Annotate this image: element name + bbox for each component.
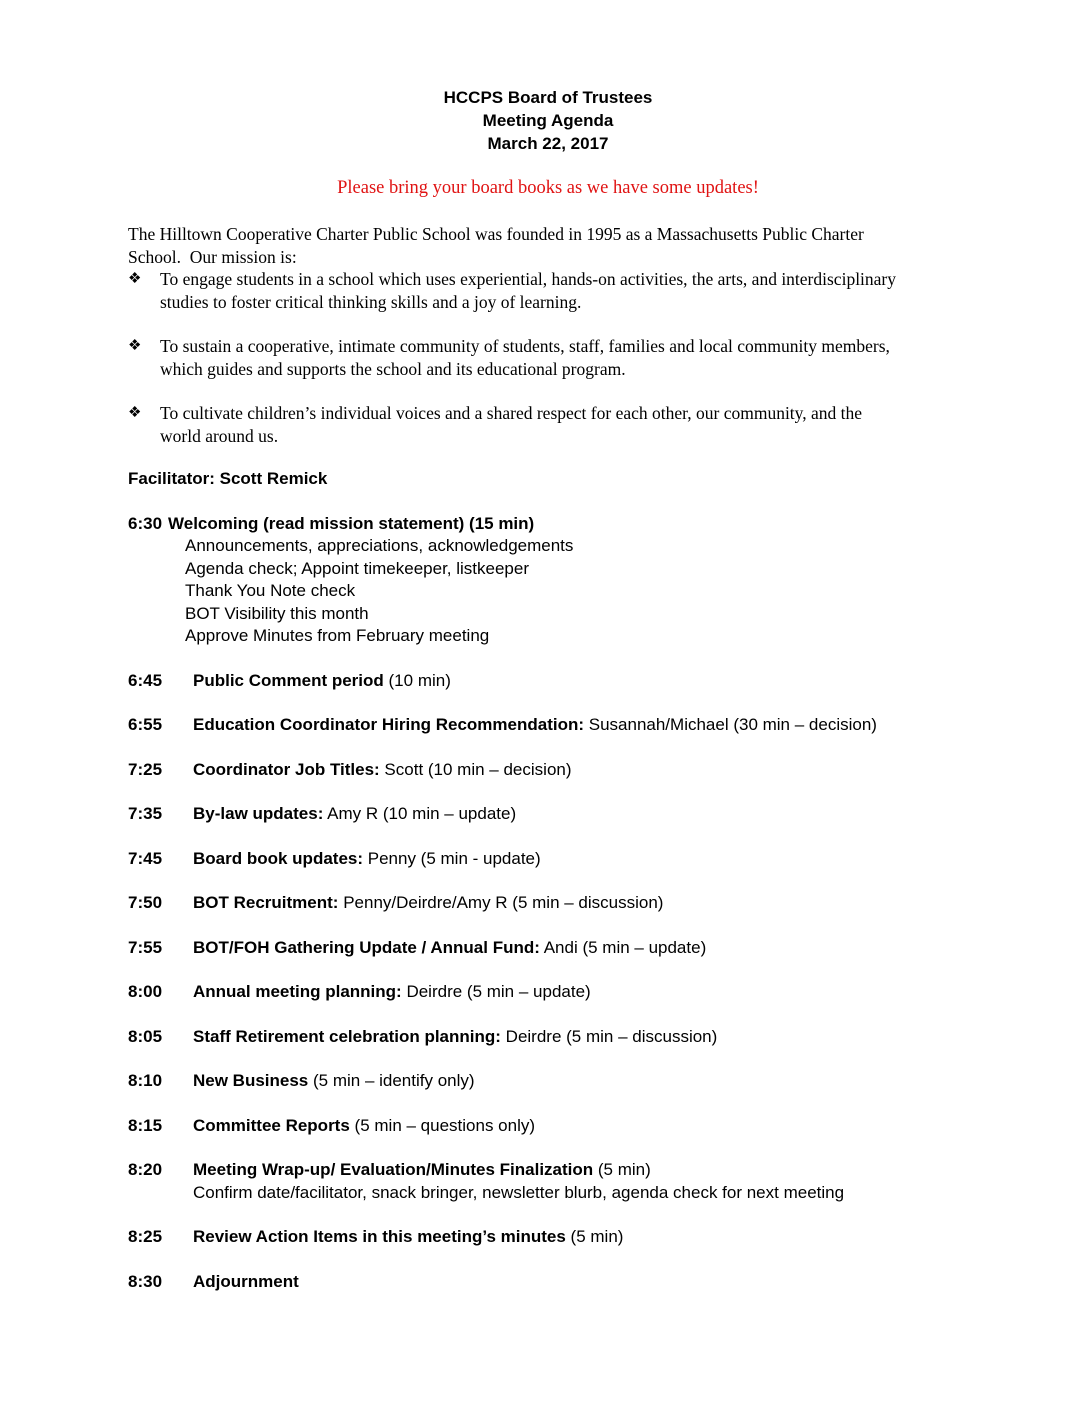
agenda-sub-list	[185, 535, 968, 648]
agenda-time: 8:20	[128, 1160, 163, 1179]
agenda-time: 8:05	[128, 1026, 163, 1046]
agenda-list	[128, 513, 968, 1294]
mission-bullet	[128, 268, 968, 313]
agenda-detail: (5 min)	[593, 1160, 651, 1179]
agenda-time: 6:55	[128, 715, 163, 734]
agenda-time: 7:25	[128, 759, 163, 779]
agenda-time: 8:25	[128, 1227, 163, 1246]
agenda-time: 8:00	[128, 982, 163, 1001]
agenda-item	[128, 803, 968, 826]
agenda-item	[128, 513, 968, 536]
agenda-time: 7:35	[128, 804, 163, 823]
agenda-title: Adjournment	[193, 1271, 299, 1291]
agenda-sub-item: BOT Visibility this month	[185, 603, 369, 623]
agenda-title: Meeting Wrap-up/ Evaluation/Minutes Finalization	[193, 1160, 594, 1179]
agenda-sub-item: Agenda check; Appoint timekeeper, listkeeper	[185, 558, 529, 578]
agenda-item	[128, 981, 968, 1004]
diamond-bullet-icon: ❖	[128, 338, 142, 354]
agenda-title: Staff Retirement celebration planning:	[193, 1026, 501, 1046]
intro-paragraph-line: The Hilltown Cooperative Charter Public School was founded in 1995 as a Massachusetts Public Charter	[128, 224, 864, 244]
agenda-item	[128, 937, 968, 960]
document-header	[128, 86, 968, 155]
agenda-title: Coordinator Job Titles:	[193, 759, 380, 779]
agenda-title: New Business	[193, 1071, 309, 1090]
agenda-title: Annual meeting planning:	[193, 982, 402, 1001]
agenda-sub-list	[193, 1182, 968, 1205]
agenda-detail: Deirdre (5 min – discussion)	[500, 1026, 718, 1046]
agenda-item	[128, 670, 968, 693]
page-subtitle: Meeting Agenda	[482, 111, 614, 130]
agenda-item	[128, 714, 968, 737]
mission-bullet-text: studies to foster critical thinking skills and a joy of learning.	[160, 291, 582, 312]
diamond-bullet-icon: ❖	[128, 405, 142, 421]
agenda-item	[128, 848, 968, 871]
agenda-item	[128, 1159, 968, 1182]
agenda-detail: Penny/Deirdre/Amy R (5 min – discussion)	[338, 893, 664, 912]
agenda-item	[128, 1070, 968, 1093]
mission-bullet	[128, 402, 968, 447]
agenda-title: Public Comment period	[193, 670, 384, 690]
agenda-item	[128, 759, 968, 782]
agenda-item	[128, 1026, 968, 1049]
agenda-time: 7:50	[128, 893, 163, 912]
agenda-detail: Susannah/Michael (30 min – decision)	[584, 715, 877, 734]
agenda-title: Education Coordinator Hiring Recommendation:	[193, 715, 585, 734]
meeting-date: March 22, 2017	[487, 134, 609, 153]
mission-section	[128, 223, 968, 447]
mission-bullet-text: which guides and supports the school and its educational program.	[160, 358, 626, 379]
mission-bullet-text: world around us.	[160, 425, 279, 446]
agenda-detail: Amy R (10 min – update)	[323, 804, 517, 823]
page-title: HCCPS Board of Trustees	[443, 88, 653, 107]
agenda-detail: Scott (10 min – decision)	[379, 759, 572, 779]
agenda-detail: (5 min – questions only)	[349, 1115, 536, 1135]
agenda-detail: (5 min)	[565, 1227, 624, 1246]
agenda-time: 7:55	[128, 937, 163, 957]
agenda-title: Committee Reports	[193, 1115, 350, 1135]
agenda-time: 8:30	[128, 1271, 163, 1291]
agenda-detail: (5 min – identify only)	[308, 1071, 475, 1090]
agenda-detail: Andi (5 min – update)	[539, 937, 707, 957]
agenda-title: Review Action Items in this meeting’s minutes	[193, 1227, 566, 1246]
agenda-detail: (10 min)	[383, 670, 451, 690]
mission-bullet	[128, 335, 968, 380]
agenda-time: 6:30	[128, 513, 163, 533]
agenda-time: 7:45	[128, 848, 163, 868]
intro-paragraph-line: School. Our mission is:	[128, 246, 297, 267]
agenda-title: By-law updates:	[193, 804, 324, 823]
mission-bullet-text: To cultivate children’s individual voices and a shared respect for each other, our community, and the	[160, 403, 863, 423]
agenda-item	[128, 892, 968, 915]
agenda-sub-item: Approve Minutes from February meeting	[185, 626, 490, 645]
agenda-time: 8:10	[128, 1071, 163, 1090]
mission-bullet-text: To sustain a cooperative, intimate community of students, staff, families and local community members,	[160, 336, 890, 356]
agenda-time: 6:45	[128, 670, 163, 690]
agenda-item	[128, 1115, 968, 1138]
agenda-time: 8:15	[128, 1115, 163, 1135]
facilitator-line: Facilitator: Scott Remick	[128, 469, 328, 488]
diamond-bullet-icon: ❖	[128, 271, 142, 287]
agenda-detail: Penny (5 min - update)	[363, 848, 541, 868]
notice-line: Please bring your board books as we have some updates!	[337, 178, 759, 198]
agenda-title: Welcoming (read mission statement) (15 min)	[168, 513, 535, 533]
agenda-title: BOT/FOH Gathering Update / Annual Fund:	[193, 937, 540, 957]
agenda-detail: Deirdre (5 min – update)	[401, 982, 591, 1001]
agenda-item	[128, 1226, 968, 1249]
agenda-title: Board book updates:	[193, 848, 364, 868]
mission-bullet-text: To engage students in a school which uses experiential, hands-on activities, the arts, and interdisciplinary	[160, 269, 897, 289]
agenda-sub-item: Thank You Note check	[185, 581, 356, 600]
agenda-sub-item: Confirm date/facilitator, snack bringer, newsletter blurb, agenda check for next meeting	[193, 1182, 845, 1202]
agenda-title: BOT Recruitment:	[193, 893, 339, 912]
agenda-sub-item: Announcements, appreciations, acknowledgements	[185, 536, 574, 555]
agenda-item	[128, 1271, 968, 1294]
